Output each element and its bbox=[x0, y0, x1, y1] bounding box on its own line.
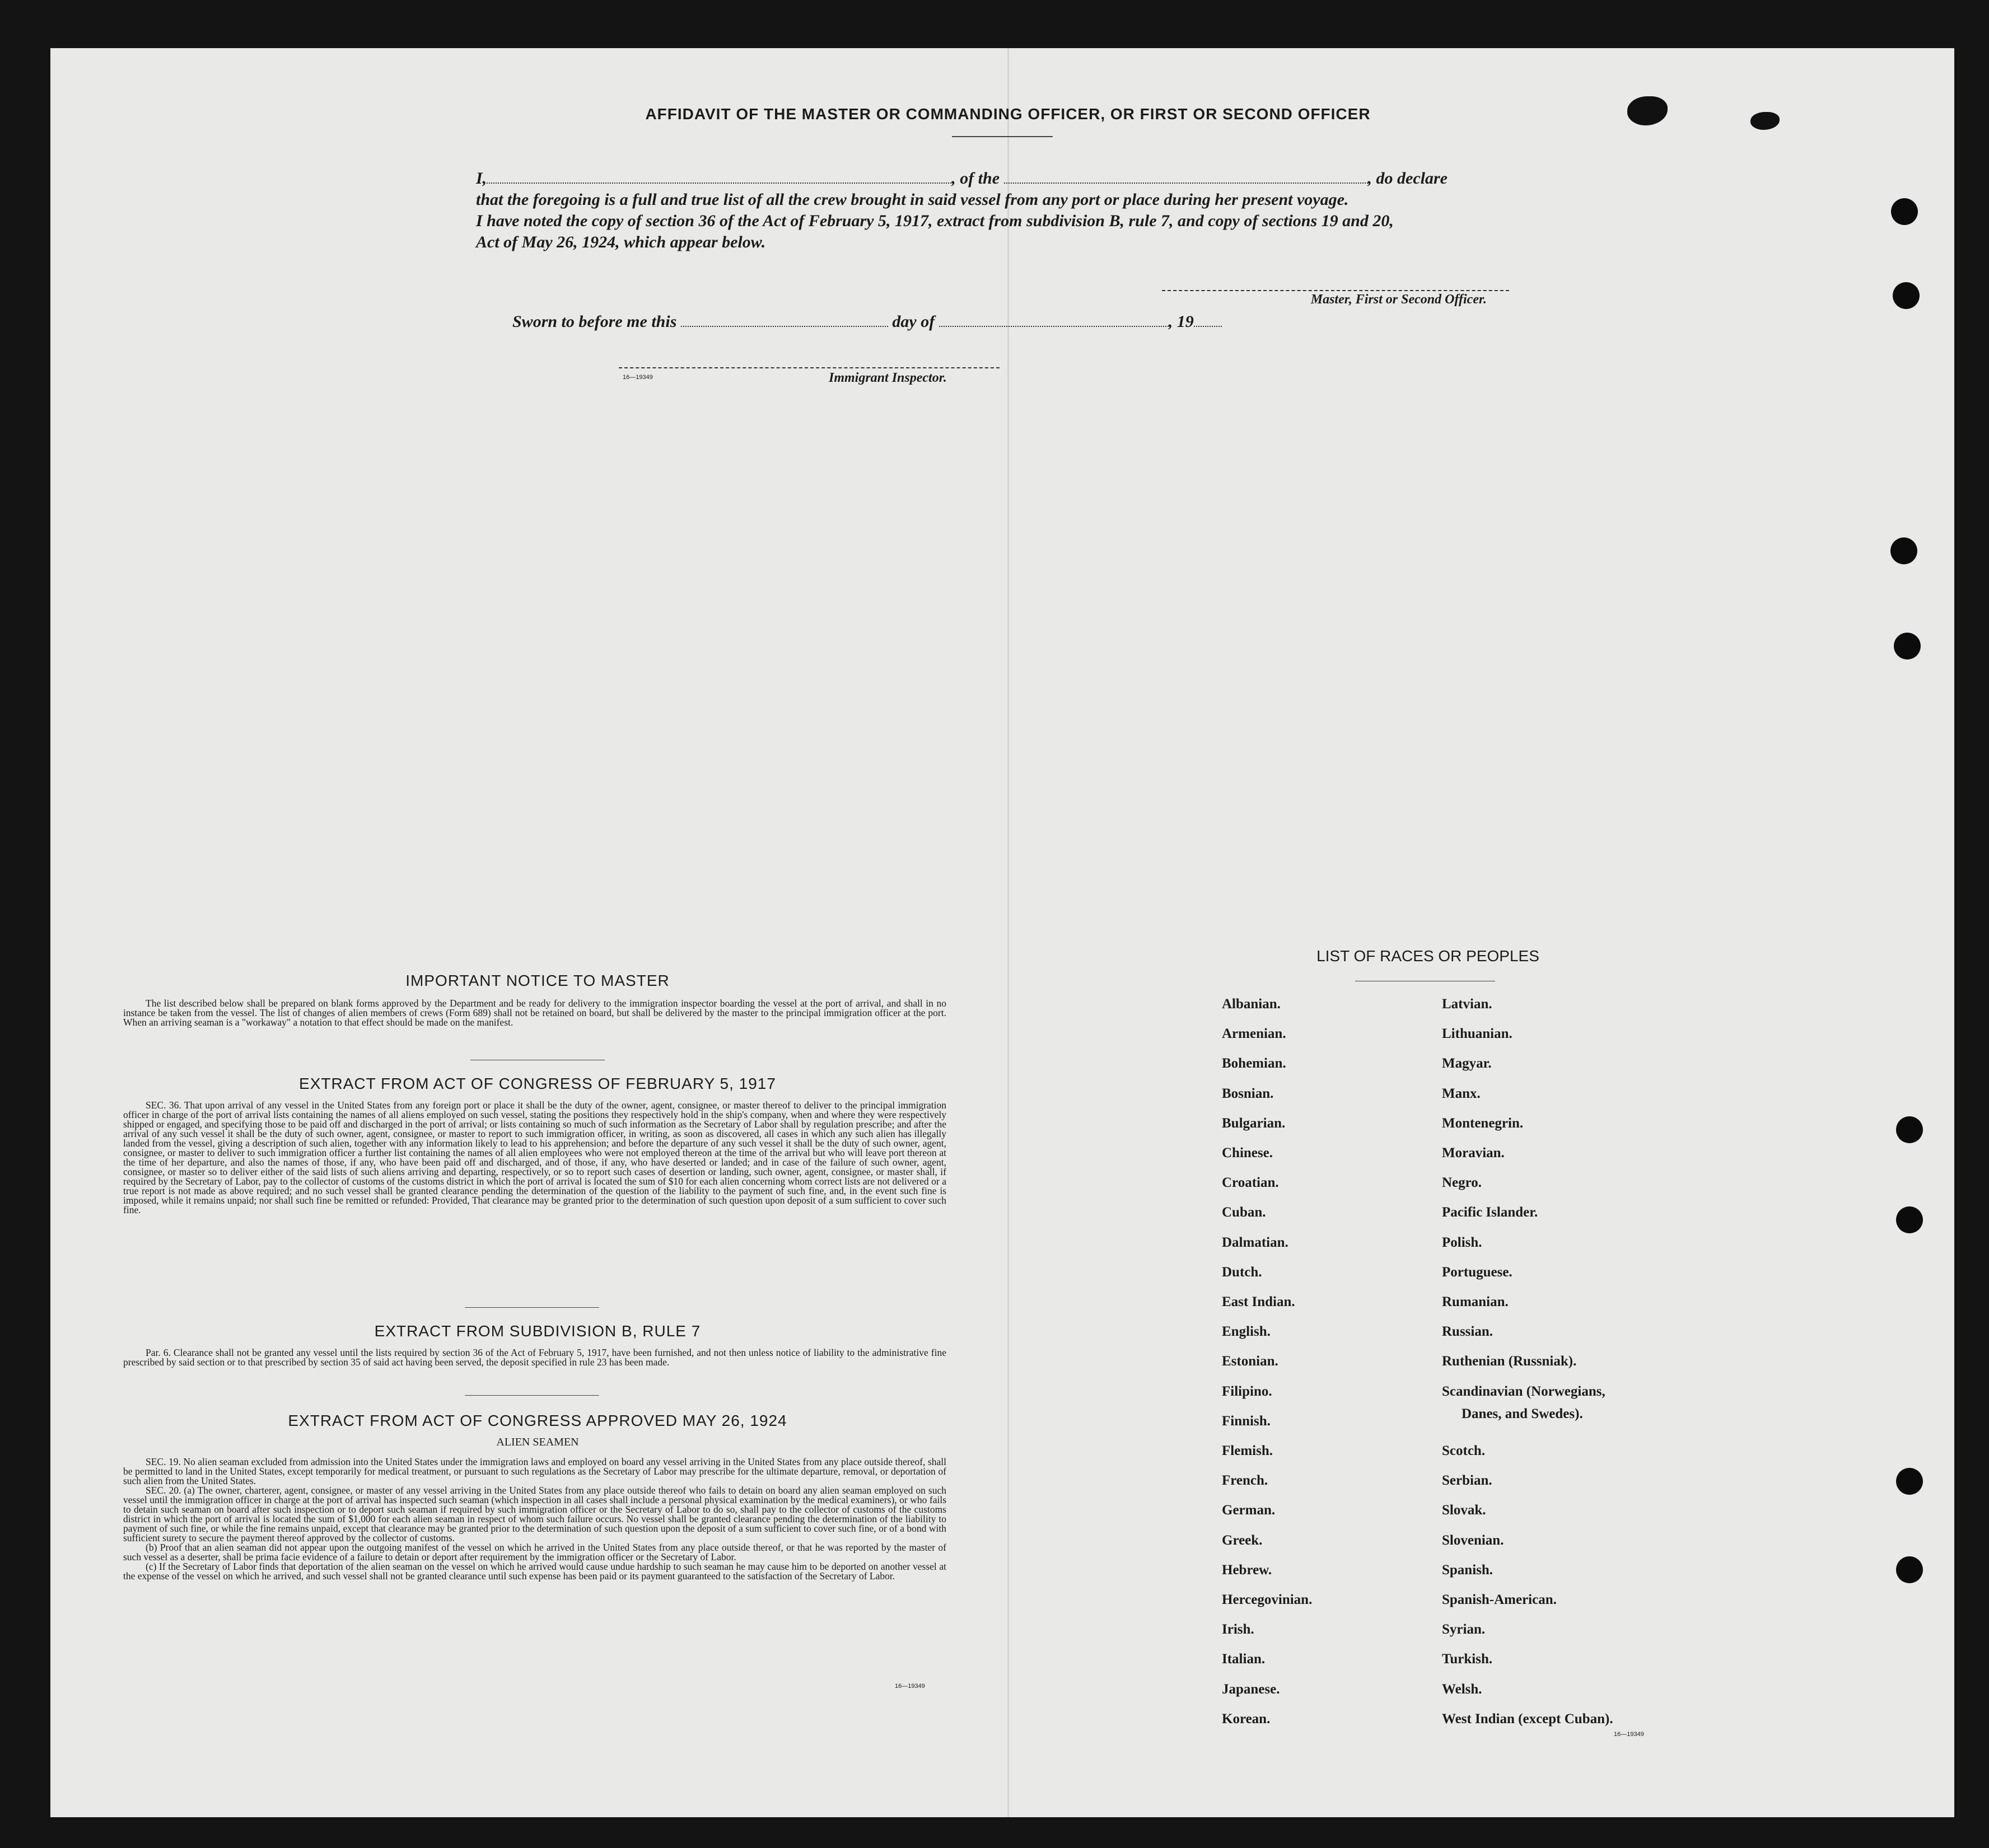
race-item: Montenegrin. bbox=[1442, 1115, 1524, 1131]
race-scandinavian-continued: Danes, and Swedes). bbox=[1462, 1406, 1583, 1421]
race-item: Lithuanian. bbox=[1442, 1026, 1512, 1042]
punch-hole bbox=[1891, 198, 1918, 225]
race-item: Slovenian. bbox=[1442, 1532, 1504, 1548]
subdivision-rule bbox=[465, 1395, 599, 1396]
race-item: Negro. bbox=[1442, 1175, 1482, 1191]
race-item: Pacific Islander. bbox=[1442, 1205, 1538, 1220]
affidavit-of-the: , of the bbox=[951, 169, 1000, 188]
punch-hole bbox=[1894, 633, 1921, 659]
race-item: Finnish. bbox=[1222, 1413, 1271, 1429]
race-item: Russian. bbox=[1442, 1324, 1493, 1340]
punch-hole bbox=[1890, 537, 1917, 564]
affidavit-title: AFFIDAVIT OF THE MASTER OR COMMANDING OFFICER, OR FIRST OR SECOND OFFICER bbox=[645, 105, 1371, 123]
race-item: Slovak. bbox=[1442, 1503, 1486, 1518]
race-item: East Indian. bbox=[1222, 1294, 1295, 1309]
race-item: Estonian. bbox=[1222, 1354, 1278, 1369]
sec-19 bbox=[123, 1457, 946, 1486]
race-item: Serbian. bbox=[1442, 1473, 1492, 1489]
affidavit-line-3: I have noted the copy of section 36 of the Act of February 5, 1917, extract from subdivision B, rule 7, and copy of sections 19 and 20, bbox=[476, 212, 1394, 230]
notice-text bbox=[123, 999, 946, 1027]
race-item: Armenian. bbox=[1222, 1026, 1286, 1042]
race-item: Flemish. bbox=[1222, 1443, 1273, 1458]
extract-1917-rule bbox=[465, 1307, 599, 1308]
extract-1924-form-number: 16—19349 bbox=[895, 1683, 925, 1690]
race-item: English. bbox=[1222, 1324, 1271, 1340]
day-of-label: day of bbox=[892, 312, 935, 331]
notice-title: IMPORTANT NOTICE TO MASTER bbox=[405, 972, 670, 989]
race-item: Hercegovinian. bbox=[1222, 1592, 1313, 1607]
affidavit-line-2: that the foregoing is a full and true list of all the crew brought in said vessel from any port or place during her present voyage. bbox=[476, 190, 1349, 209]
race-item: German. bbox=[1222, 1503, 1276, 1518]
signature-label: Master, First or Second Officer. bbox=[1310, 292, 1487, 307]
notice-body: The list described below shall be prepared on blank forms approved by the Department and be ready for delivery to the immigration inspector boarding the vessel at the port of arrival, and shall in no instance be taken from the vessel. The list of changes of alien members of crews (Form 689) shall not be retained on board, but shall be delivered by the master to the principal immigration officer at the port. When an arriving seaman is a "workaway" a notation to that effect should be made on the manifest. bbox=[123, 998, 946, 1028]
extract-1924-title: EXTRACT FROM ACT OF CONGRESS APPROVED MAY 26, 1924 bbox=[288, 1412, 787, 1429]
race-item: Moravian. bbox=[1442, 1145, 1505, 1161]
affidavit-i: I, bbox=[476, 169, 487, 188]
race-item: Spanish. bbox=[1442, 1562, 1493, 1578]
inspector-label: Immigrant Inspector. bbox=[829, 371, 947, 385]
sworn-year-blank[interactable] bbox=[1194, 314, 1222, 327]
extract-1917-body: SEC. 36. That upon arrival of any vessel in the United States from any foreign port or place it shall be the duty of the owner, agent, consignee, or master thereof to deliver to the principal immigration officer in charge of the port of arrival lists containing the names of all aliens employed on such vessel, stating the positions they respectively hold in the ship's company, when and where they were respectively shipped or engaged, and specifying those to be paid off and discharged in the port of arrival; or lists containing so much of such information as the Secretary of Labor shall by regulation prescribe; and after the arrival of any such vessel it shall be the duty of such owner, agent, consignee, or master to report to such immigration officer, in writing, as soon as discovered, all cases in which any such alien has illegally landed from the vessel, giving a description of such alien, together with any information likely to lead to his apprehension; and before the departure of any such vessel it shall be the duty of such owner, agent, consignee, or master to deliver to such immigration officer a further list containing the names of all alien employees who were not employed thereon at the time of the arrival but who will leave port thereon at the time of her departure, and also the names of those, if any, who have been paid off and discharged, and of those, if any, who have deserted or landed; and in case of the failure of such owner, agent, consignee, or master so to deliver either of the said lists of such aliens arriving and departing, respectively, or so to report such cases of desertion or landing, such owner, agent, consignee, or master shall, if required by the Secretary of Labor, pay to the collector of customs of the customs district in which the port of arrival is located the sum of $10 for each alien concerning whom correct lists are not delivered or a true report is not made as above required; and no such vessel shall be granted clearance pending the determination of the question of the liability to the payment of such fine, and, in the event such fine is imposed, while it remains unpaid; nor shall such fine be remitted or refunded: Provided, That clearance may be granted prior to the determination of such question upon deposit of a sum sufficient to cover such fine. bbox=[123, 1100, 946, 1215]
race-item: Bulgarian. bbox=[1222, 1115, 1286, 1131]
sec-19-body: SEC. 19. No alien seaman excluded from admission into the United States under the immigration laws and employed on board any vessel arriving in the United States from any place outside thereof, shall be permitted to land in the United States, except temporarily for medical treatment, or pursuant to such regulations as the Secretary of Labor may prescribe for the ultimate departure, removal, or deportation of such alien from the United States. bbox=[123, 1456, 946, 1486]
extract-1917-title: EXTRACT FROM ACT OF CONGRESS OF FEBRUARY 5, 1917 bbox=[299, 1075, 776, 1092]
race-item: Welsh. bbox=[1442, 1681, 1482, 1697]
races-title: LIST OF RACES OR PEOPLES bbox=[1316, 947, 1539, 965]
race-item: Filipino. bbox=[1222, 1383, 1272, 1399]
subdivision-title: EXTRACT FROM SUBDIVISION B, RULE 7 bbox=[374, 1322, 701, 1340]
race-item: Dutch. bbox=[1222, 1264, 1262, 1280]
race-item: Albanian. bbox=[1222, 996, 1281, 1012]
race-item: Ruthenian (Russniak). bbox=[1442, 1354, 1577, 1369]
race-item: Japanese. bbox=[1222, 1681, 1280, 1697]
sworn-line bbox=[512, 312, 1565, 331]
sec-20a-body: SEC. 20. (a) The owner, charterer, agent, consignee, or master of any vessel arriving in the United States from any place outside thereof who fails to detain on board any alien seaman employed on such vessel until the immigration officer in charge at the port of arrival has inspected such seaman (which inspection in all cases shall include a personal physical examination by the medical examiners), or who fails to detain such seaman on board after such inspection or to deport such seaman if required by such immigration officer or the Secretary of Labor to do so, shall pay to the collector of customs of the customs district in which the port of arrival is located the sum of $1,000 for each alien seaman in respect of whom such failure occurs. No vessel shall be granted clearance pending the determination of the liability to payment of such fine, or while the fine remains unpaid, except that clearance may be granted prior to the determination of such question upon the deposit of a sum sufficient to cover such fine, or of a bond with sufficient surety to secure the payment thereof approved by the collector of customs. bbox=[123, 1485, 946, 1543]
race-item: Scandinavian (Norwegians, bbox=[1442, 1383, 1605, 1399]
race-item: Syrian. bbox=[1442, 1622, 1486, 1638]
sec-20b-body: (b) Proof that an alien seaman did not appear upon the outgoing manifest of the vessel on which he arrived in the United States from any place outside thereof, or that he was reported by the master of such vessel as a deserter, shall be prima facie evidence of a failure to detain or deport after requirement by the immigration officer or the Secretary of Labor. bbox=[123, 1542, 946, 1562]
race-item: Portuguese. bbox=[1442, 1264, 1512, 1280]
race-item: Cuban. bbox=[1222, 1205, 1266, 1220]
race-item: Irish. bbox=[1222, 1622, 1254, 1638]
signature-line[interactable] bbox=[1162, 290, 1509, 291]
inspector-line[interactable] bbox=[619, 367, 1000, 368]
race-item: Italian. bbox=[1222, 1651, 1266, 1667]
sec-20b bbox=[123, 1543, 946, 1562]
race-item: Latvian. bbox=[1442, 996, 1492, 1012]
race-item: Hebrew. bbox=[1222, 1562, 1272, 1578]
affidavit-line-4: Act of May 26, 1924, which appear below. bbox=[476, 233, 766, 251]
race-item: Magyar. bbox=[1442, 1056, 1492, 1072]
race-item: Greek. bbox=[1222, 1532, 1263, 1548]
race-item: Chinese. bbox=[1222, 1145, 1273, 1161]
sworn-month-blank[interactable] bbox=[939, 314, 1169, 327]
affidavit-do-declare: , do declare bbox=[1367, 169, 1448, 188]
race-item: French. bbox=[1222, 1473, 1268, 1489]
affidavit-line-1 bbox=[476, 169, 1529, 188]
extract-1917-text bbox=[123, 1101, 946, 1215]
sec-20a bbox=[123, 1486, 946, 1543]
race-item: Bosnian. bbox=[1222, 1086, 1274, 1101]
subdivision-text bbox=[123, 1348, 946, 1367]
extract-1924-text bbox=[123, 1457, 946, 1581]
year-prefix: , 19 bbox=[1168, 312, 1194, 331]
name-blank[interactable] bbox=[487, 170, 951, 184]
punch-hole bbox=[1896, 1468, 1923, 1495]
races-form-number: 16—19349 bbox=[1614, 1731, 1644, 1738]
race-item: Turkish. bbox=[1442, 1651, 1493, 1667]
title-rule bbox=[952, 136, 1053, 137]
vessel-blank[interactable] bbox=[1004, 170, 1368, 184]
race-item: West Indian (except Cuban). bbox=[1442, 1711, 1613, 1727]
extract-1924-subtitle: ALIEN SEAMEN bbox=[496, 1436, 579, 1448]
punch-hole bbox=[1896, 1116, 1923, 1143]
race-item: Bohemian. bbox=[1222, 1056, 1286, 1072]
race-item: Croatian. bbox=[1222, 1175, 1279, 1191]
race-item: Spanish-American. bbox=[1442, 1592, 1557, 1607]
sec-20c bbox=[123, 1562, 946, 1581]
punch-hole bbox=[1896, 1556, 1923, 1583]
race-item: Korean. bbox=[1222, 1711, 1271, 1727]
subdivision-body: Par. 6. Clearance shall not be granted any vessel until the lists required by section 36 of the Act of February 5, 1917, have been furnished, and not then unless notice of liability to the administrative fine prescribed by said section or to that prescribed by section 35 of said act having been served, the deposit specified in rule 23 has been made. bbox=[123, 1347, 946, 1368]
punch-hole bbox=[1893, 282, 1920, 309]
race-item: Polish. bbox=[1442, 1234, 1482, 1250]
punch-hole bbox=[1896, 1206, 1923, 1233]
race-item: Manx. bbox=[1442, 1086, 1481, 1101]
race-item: Scotch. bbox=[1442, 1443, 1486, 1458]
sworn-label: Sworn to before me this bbox=[512, 312, 677, 331]
race-item: Dalmatian. bbox=[1222, 1234, 1288, 1250]
affidavit-form-number: 16—19349 bbox=[623, 374, 653, 381]
race-item: Rumanian. bbox=[1442, 1294, 1509, 1309]
sec-20c-body: (c) If the Secretary of Labor finds that deportation of the alien seaman on the vessel on which he arrived would cause undue hardship to such seaman he may cause him to be deported on another vessel at the expense of the vessel on which he arrived, and such vessel shall not be granted clearance until such expense has been paid or its payment guaranteed to the satisfaction of the Secretary of Labor. bbox=[123, 1561, 946, 1582]
sworn-day-blank[interactable] bbox=[681, 314, 888, 327]
